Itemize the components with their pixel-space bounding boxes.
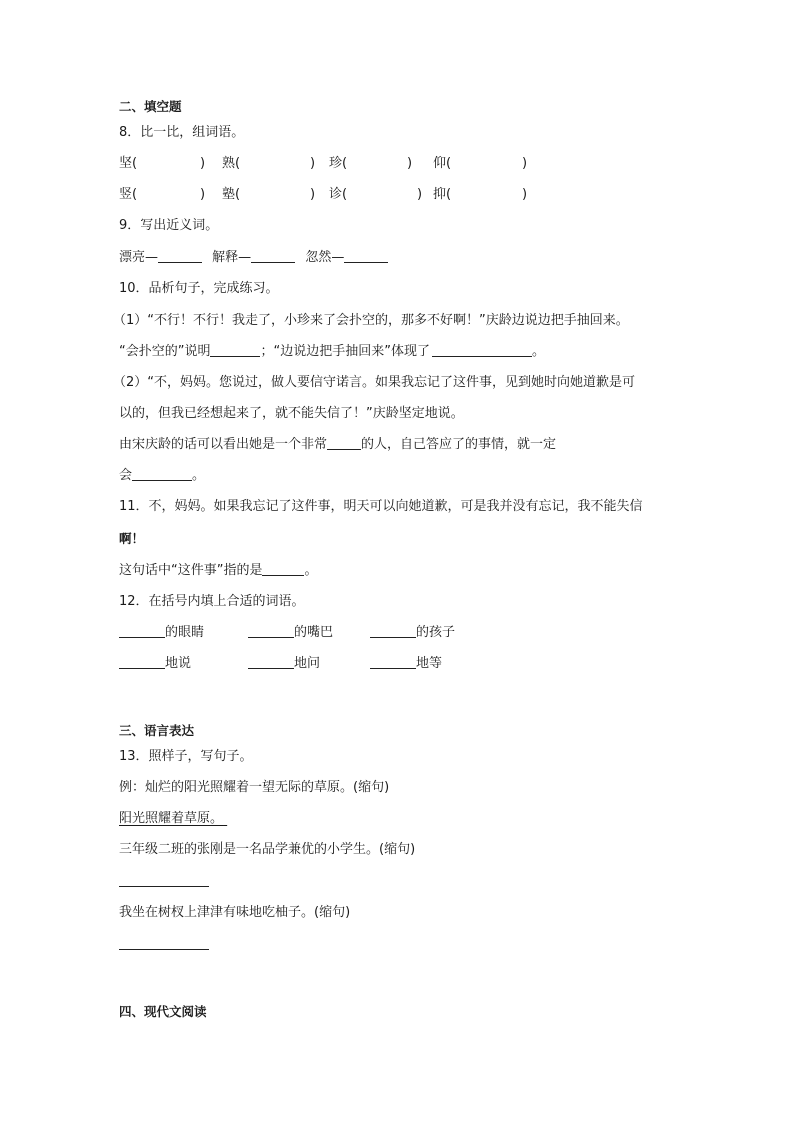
q8-r2-c1: 竖( (119, 187, 138, 202)
q13-example: 例：灿烂的阳光照耀着一望无际的草原。(缩句) (119, 780, 390, 795)
q10-item-2-cont (119, 467, 205, 485)
q10-item-2-text-b: 的人，自己答应了的事情，就一定 (361, 437, 557, 452)
section-2-title: 二、填空题 (119, 99, 182, 114)
q12-r1-c3-text: 的孩子 (416, 625, 456, 640)
q8-r2-c4: 抑( (433, 187, 452, 202)
q12-r2-c2-text: 地问 (294, 656, 321, 671)
q10-passage-2-line-2: 以的，但我已经想起来了，就不能失信了！”庆龄坚定地说。 (119, 406, 464, 421)
q9-items (119, 249, 388, 267)
q10-item-1-text-c: 。 (531, 344, 545, 359)
q10-item-1 (119, 343, 545, 361)
q12-r2-c1-text: 地说 (165, 656, 192, 671)
q13-example-answer (119, 810, 227, 828)
q10-passage-1: （1）“不行！不行！我走了，小珍来了会扑空的，那多不好啊！”庆龄边说边把手抽回来。 (113, 313, 629, 328)
q9-blank-3[interactable] (344, 249, 388, 263)
q9-item-3: 忽然— (305, 250, 345, 265)
q8-r1-c4-close: ) (522, 156, 528, 171)
q12-r1-c2-text: 的嘴巴 (294, 625, 334, 640)
q12-r2-c3 (370, 655, 442, 673)
q12-blank-4[interactable] (119, 655, 165, 669)
q8-r1-c3-close: ) (407, 156, 413, 171)
q11-line-2: 啊！ (119, 531, 145, 546)
q9-blank-2[interactable] (251, 249, 295, 263)
q8-stem: 8．比一比，组词语。 (119, 125, 245, 140)
q12-r1-c3 (370, 624, 455, 642)
q12-blank-6[interactable] (370, 655, 416, 669)
q10-blank-1[interactable] (210, 343, 260, 357)
q8-r2-c4-close: ) (522, 187, 528, 202)
q13-answer-line-2[interactable] (119, 949, 209, 950)
q10-item-2-text-a: 由宋庆龄的话可以看出她是一个非常 (119, 437, 328, 452)
q11-text-a: 这句话中“这件事”指的是 (119, 563, 263, 578)
q13-example-answer-text: 阳光照耀着草原。 (119, 811, 224, 826)
q8-r2-c1-close: ) (200, 187, 206, 202)
q12-r2-c3-text: 地等 (416, 656, 443, 671)
q9-stem: 9．写出近义词。 (119, 218, 219, 233)
q11-blank[interactable] (262, 562, 304, 576)
section-4-title: 四、现代文阅读 (119, 1004, 207, 1019)
q9-blank-1[interactable] (158, 249, 202, 263)
q12-r2-c2 (248, 655, 320, 673)
q12-r2-c1 (119, 655, 191, 673)
q8-r1-c3: 珍( (329, 156, 348, 171)
q12-r1-c2 (248, 624, 333, 642)
q11-text-b: 。 (304, 563, 318, 578)
q10-item-1-text-b: ；“边说边把手抽回来”体现了 (260, 344, 430, 359)
q10-item-2 (119, 436, 556, 454)
q12-blank-2[interactable] (248, 624, 294, 638)
q13-sentence-1: 三年级二班的张刚是一名品学兼优的小学生。(缩句) (119, 842, 416, 857)
q10-blank-4[interactable] (132, 467, 192, 481)
q13-sentence-2: 我坐在树杈上津津有味地吃柚子。(缩句) (119, 905, 351, 920)
q12-stem: 12．在括号内填上合适的词语。 (119, 594, 305, 609)
q8-r1-c1-close: ) (200, 156, 206, 171)
q10-blank-2[interactable] (432, 343, 532, 357)
q12-blank-5[interactable] (248, 655, 294, 669)
q10-stem: 10．品析句子，完成练习。 (119, 281, 279, 296)
q10-item-2-text-d: 。 (192, 468, 206, 483)
q10-passage-2-line-1: （2）“不，妈妈。您说过，做人要信守诺言。如果我忘记了这件事，见到她时向她道歉是可 (113, 375, 636, 390)
q8-r2-c2-close: ) (310, 187, 316, 202)
q8-r1-c4: 仰( (433, 156, 452, 171)
q8-r2-c3: 诊( (329, 187, 348, 202)
q10-item-2-text-c: 会 (119, 468, 133, 483)
q12-blank-3[interactable] (370, 624, 416, 638)
q8-r1-c1: 坚( (119, 156, 138, 171)
q10-blank-3[interactable] (327, 436, 361, 450)
q8-r2-c3-close: ) (417, 187, 423, 202)
q11-line-3 (119, 562, 318, 580)
q8-r2-c2: 塾( (222, 187, 241, 202)
q13-stem: 13．照样子，写句子。 (119, 749, 253, 764)
q12-r1-c1-text: 的眼睛 (165, 625, 205, 640)
q8-r1-c2: 熟( (222, 156, 241, 171)
section-3-title: 三、语言表达 (119, 723, 195, 738)
q8-r1-c2-close: ) (310, 156, 316, 171)
q11-line-1: 11．不，妈妈。如果我忘记了这件事，明天可以向她道歉，可是我并没有忘记，我不能失信 (119, 499, 643, 514)
q9-item-2: 解释— (212, 250, 252, 265)
q13-answer-line-1[interactable] (119, 886, 209, 887)
q10-item-1-text-a: “会扑空的”说明 (119, 344, 211, 359)
q9-item-1: 漂亮— (119, 250, 159, 265)
q12-blank-1[interactable] (119, 624, 165, 638)
q12-r1-c1 (119, 624, 204, 642)
